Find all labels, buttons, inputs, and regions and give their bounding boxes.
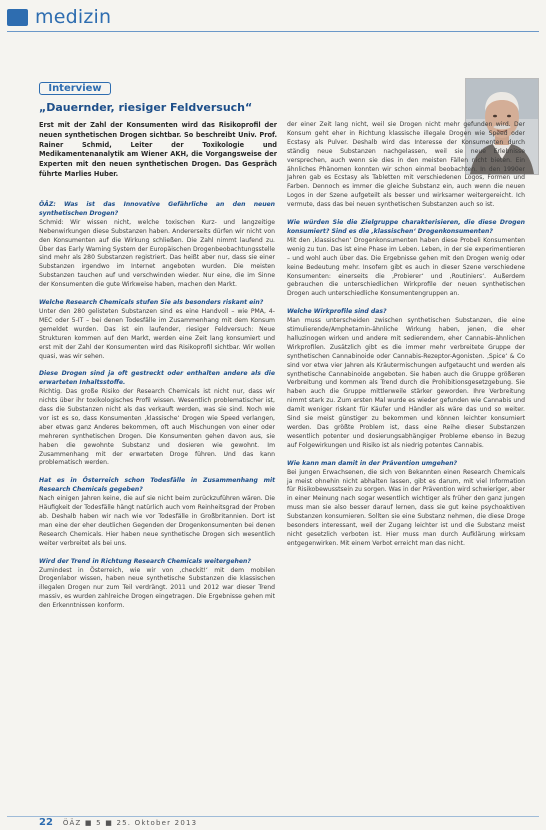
- section-header: [7, 6, 111, 28]
- interview-tag: Interview: [39, 82, 111, 95]
- answer: Unter den 280 gelisteten Substanzen sind es eine Handvoll – wie PMA, 4-MEC oder 5-IT – bei denen Todesfälle im Zusammenhang mit dem Konsum gemeldet wurden. Das ist ein laufender, riesiger Feldversuch: Neue Strukturen kommen auf den Markt, werden eine Zeit lang konsumiert und erst mit der Zahl der Konsumenten wird das Risikoprofil sichtbar. Wir wollen quasi, was wir sehen.: [39, 307, 275, 360]
- article-headline: „Dauernder, riesiger Feldversuch“: [39, 101, 253, 114]
- article-intro: Erst mit der Zahl der Konsumenten wird das Risikoprofil der neuen synthetischen Drogen sichtbar. So beschreibt Univ. Prof. Rainer Schmid, Leiter der Toxikologie und Medikamentenanalytik am Wiener AKH, die Vorgangsweise der Experten mit den neuen synthetischen Drogen. Das Gespräch führte Marlies Huber.: [39, 121, 277, 178]
- publication-line: ÖÄZ ■ 5 ■ 25. Oktober 2013: [62, 819, 198, 827]
- page-footer: [39, 817, 197, 828]
- section-title: medizin: [35, 6, 112, 28]
- question: Wird der Trend in Richtung Research Chemicals weitergehen?: [39, 557, 251, 565]
- question: Hat es in Österreich schon Todesfälle in Zusammenhang mit Research Chemicals gegeben?: [39, 477, 275, 494]
- right-column: [287, 121, 525, 558]
- answer: Nach einigen Jahren keine, die auf sie nicht beim zurückzuführen wären. Die Häufigkeit der Todesfälle hängt natürlich auch vom Reinheitsgrad der Proben ab. Deshalb haben wir nach wie vor Todesfälle in Großbritannien. Dort ist man eine der eher deutlichen Gegenden der Drogenkonsumenten bei denen Research Chemicals. Hier haben neue synthetische Drogen sich wesentlich weiter verbreitet als bei uns.: [39, 495, 275, 547]
- question: Wie kann man damit in der Prävention umgehen?: [287, 459, 458, 467]
- left-column: [39, 201, 275, 620]
- section-color-marker: [7, 9, 28, 26]
- question: Wie würden Sie die Zielgruppe charakterisieren, die diese Drogen konsumiert? Sind es die ‚klassischen‘ Drogenkonsumenten?: [287, 219, 525, 235]
- answer: Zumindest in Österreich, wie wir von ‚checkit!‘ mit dem mobilen Drogenlabor wissen, haben neue synthetische Substanzen die klassischen illegalen Drogen nur zum Teil verdrängt. 2011 und 2012 war dieser Trend massiv, es wurden zahlreiche Drogen eingetragen. Die Ergebnisse gehen mit den Erkenntnissen konform.: [39, 566, 275, 610]
- answer-continued: der einer Zeit lang nicht, weil sie Drogen nicht mehr gefunden wird. Der Konsum geht eher in Richtung klassische illegale Drogen wie Speed oder Ecstasy als Pulver. Deshalb wird das Interesse der Konsumenten durch ständig neue Substanzen nachgelassen, weil sie neue Erlebnisse versprechen, auch wenn sie dies in den meisten Fällen nicht bieten. Ein ähnliches Phänomen konnten wir schon einmal beobachten. In den 1990er Jahren gab es Ecstasy als Tabletten mit verschiedenen Logos, Formen und Farben. Dennoch es immer die gleiche Substanz ein, auch wenn die neuen Logos in der Szene aufgeteilt als besser und wirksamer weitergereicht. Ich vermute, dass das bei neuen synthetischen Substanzen auch so ist.: [287, 121, 525, 209]
- answer: Schmid: Wir wissen nicht, welche toxischen Kurz- und langzeitige Nebenwirkungen diese Substanzen haben. Andererseits dürfen wir nicht von den Konsumenten auf die Wirkung schließen. Die Zahl nimmt laufend zu. Über das Early Warning System der Europäischen Drogenbeobachtungsstelle sind mehr als 280 Substanzen registriert. Das heißt aber nur, dass sie einer Substanzen irgendwo im Internet angeboten wurden. Die meisten Substanzen tauchen auf und verschwinden wieder. Nur eine, die im Sinne der Konsumenten die gute Wirkweise haben, machen den Markt.: [39, 218, 275, 289]
- question: ÖÄZ: Was ist das Innovative Gefährliche an den neuen synthetischen Drogen?: [39, 201, 275, 217]
- question: Diese Drogen sind ja oft gestreckt oder enthalten andere als die erwarteten Inhaltsstoffe.: [39, 370, 275, 387]
- page-number: 22: [39, 817, 53, 828]
- question: Welche Wirkprofile sind das?: [287, 308, 387, 316]
- answer: Mit den ‚klassischen‘ Drogenkonsumenten haben diese Probeli Konsumenten wenig zu tun. Das ist eine Phase im Leben. Leben, in der sie experimentieren – und wohl auch über das. Die Ergebnisse gehen mit den Drogen wenig oder keine Bedeutung mehr. Insofern gibt es auch in dieser Szene verschiedene Konsumenten: einerseits die ‚Probierer‘ und ‚Routiniers‘. Außerdem gebrauchen die unterschiedlichen Wirkprofile der neuen synthetischen Drogen auch unterschiedliche Konsumentengruppen an.: [287, 236, 525, 298]
- question: Welche Research Chemicals stufen Sie als besonders riskant ein?: [39, 299, 264, 307]
- answer: Richtig. Das große Risiko der Research Chemicals ist nicht nur, dass wir nichts über ihr toxikologisches Profil wissen. Wesentlich problematischer ist, dass die Substanzen nicht als das verkauft werden, was sie sind. Noch wie vor ist es so, dass Konsumenten ‚klassische‘ Drogen wie Speed verlangen, aber etwas ganz Anderes bekommen, oft auch Mischungen von einer oder mehreren synthetischen Drogen. Die Konsumenten gehen davon aus, sie haben die gewohnte Substanz und dosieren wie gewohnt. Im Zusammenhang mit der erwarteten Droge führen. Und das kann problematisch werden.: [39, 388, 275, 467]
- answer: Man muss unterscheiden zwischen synthetischen Substanzen, die eine stimulierende/Amphetamin-ähnliche Wirkung haben, jenen, die eher halluzinogen wirken und andere mit sedierendem, eher Cannabis-ähnlichen Wirkprofilen. Zusätzlich gibt es die immer mehr verbreitete Gruppe der synthetischen Cannabinoide oder Cannabis-Rezeptor-Agonisten. ‚Spice‘ & Co sind vor etwa vier Jahren als Kräutermischungen aufgetaucht und werden als synthetische Cannabinoide angeboten. Sie haben auch die Gruppe größeren Verbreitung und kommen als Trend durch die Prohibitionsgesetzgebung. Sie haben auch die Gruppe mittlerweile stärker geworden. Ihre Verbreitung nimmt stark zu. Zum ersten Mal wurde es wieder gefunden wie Cannabis und damit weniger riskant für Käufer und Händler als wäre das und so weiter. Sind sie meist günstiger zu bekommen und können leichter konsumiert werden. Das größte Problem ist, dass eine Reihe dieser Substanzen wesentlich potenter und dosierungsabhängiger Probleme ebenso in Bezug auf Folgewirkungen und Risiko ist als niedrig potentes Cannabis.: [287, 317, 525, 449]
- answer: Bei jungen Erwachsenen, die sich von Bekannten einen Research Chemicals ja meist ohnehin nicht abhalten lassen, gibt es darum, mit viel Information für Risikobewusstsein zu sorgen. Was in der Prävention wird schwieriger, aber in einer Meinung nach sogar wesentlich wichtiger als früher den ganz jungen muss man sie also besser darauf lernen, dass sie gut keine psychoaktiven Substanzen konsumieren. Sollten sie eine Substanz nehmen, die diese Droge besonders interessant, weil der Zugang leichter ist und die Substanz meist nicht gesetzlich verboten ist. Hier muss man durch Aufklärung wirksam entgegenwirken. Mit einem Verbot erreicht man das nicht.: [287, 468, 525, 547]
- header-divider: [7, 31, 539, 32]
